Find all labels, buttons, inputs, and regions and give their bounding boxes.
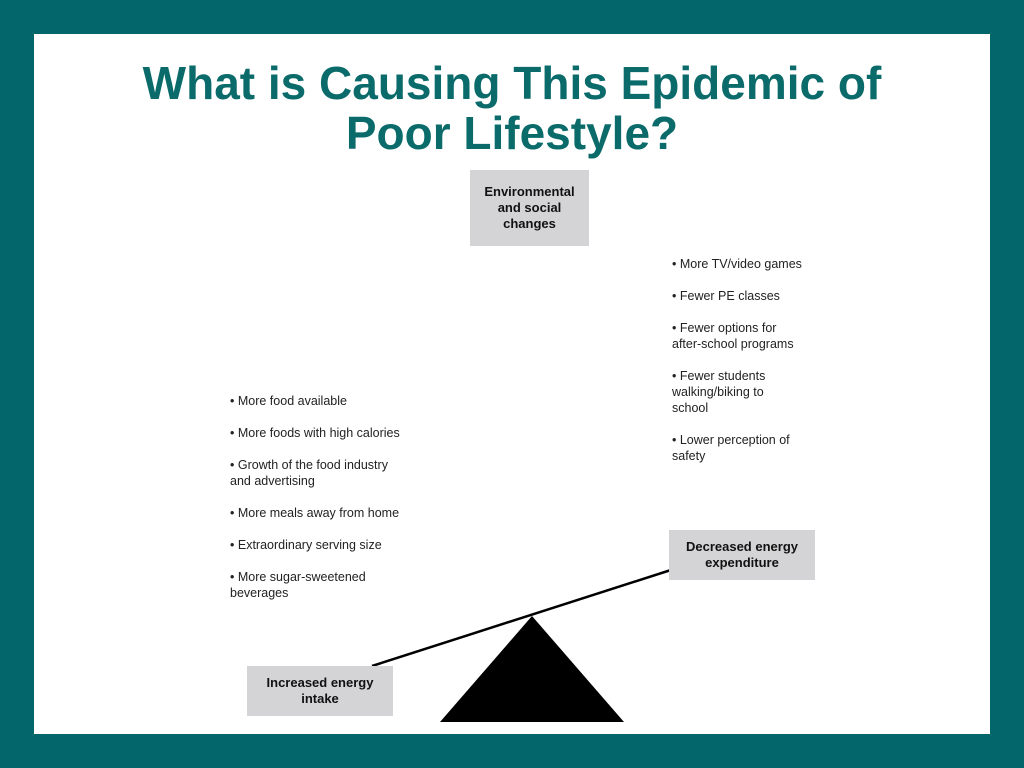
intake-factors-list <box>230 393 450 617</box>
list-item: • Extraordinary serving size <box>230 537 450 553</box>
decreased-energy-expenditure-box: Decreased energy expenditure <box>669 530 815 580</box>
increased-energy-intake-box: Increased energy intake <box>247 666 393 716</box>
list-item: • More food available <box>230 393 450 409</box>
list-item: • Lower perception of safety <box>672 432 872 464</box>
list-item: • Fewer students walking/biking to school <box>672 368 872 416</box>
list-item: • More foods with high calories <box>230 425 450 441</box>
list-item: • Fewer options for after-school programs <box>672 320 872 352</box>
list-item: • Fewer PE classes <box>672 288 872 304</box>
slide-title: What is Causing This Epidemic of Poor Lifestyle? <box>142 57 882 159</box>
slide <box>34 34 990 734</box>
expenditure-factors-list <box>672 256 872 480</box>
list-item: • More TV/video games <box>672 256 872 272</box>
environmental-social-changes-box: Environmental and social changes <box>470 170 589 246</box>
seesaw-fulcrum <box>440 616 624 722</box>
list-item: • More sugar-sweetened beverages <box>230 569 450 601</box>
list-item: • More meals away from home <box>230 505 450 521</box>
list-item: • Growth of the food industry and advertising <box>230 457 450 489</box>
